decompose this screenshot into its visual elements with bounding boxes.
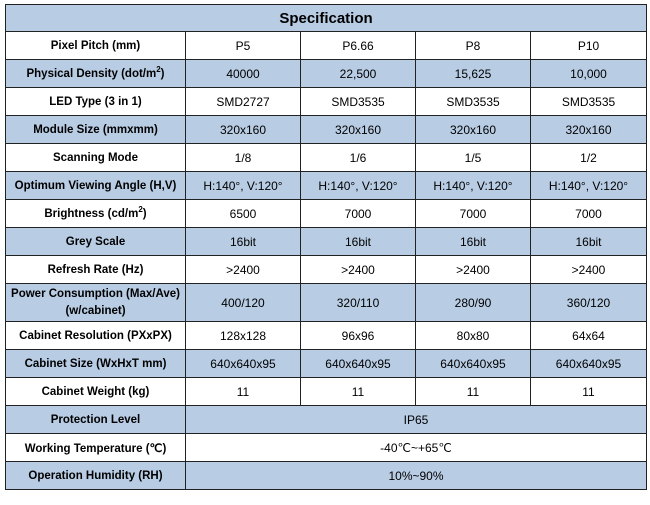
spec-value-cell: 96x96 (301, 322, 416, 350)
spec-value-cell: 128x128 (186, 322, 301, 350)
spec-value-cell: 320x160 (531, 116, 647, 144)
spec-value-cell: 10%~90% (186, 462, 647, 490)
spec-value-cell: -40℃~+65℃ (186, 434, 647, 462)
spec-value-cell: 640x640x95 (416, 350, 531, 378)
spec-value-cell: 11 (301, 378, 416, 406)
table-row (6, 88, 647, 116)
table-row (6, 406, 647, 434)
row-label: Operation Humidity (RH) (6, 462, 186, 490)
spec-value-cell: 400/120 (186, 284, 301, 322)
table-row (6, 228, 647, 256)
spec-value-cell: 7000 (416, 200, 531, 228)
spec-value-cell: 320x160 (301, 116, 416, 144)
spec-value-cell: 1/2 (531, 144, 647, 172)
spec-value-cell: 640x640x95 (301, 350, 416, 378)
table-row (6, 32, 647, 60)
row-label: Power Consumption (Max/Ave) (w/cabinet) (6, 284, 186, 322)
spec-value-cell: P5 (186, 32, 301, 60)
spec-value-cell: >2400 (416, 256, 531, 284)
row-label: Cabinet Weight (kg) (6, 378, 186, 406)
spec-value-cell: SMD3535 (531, 88, 647, 116)
row-label: Scanning Mode (6, 144, 186, 172)
spec-value-cell: H:140°, V:120° (416, 172, 531, 200)
spec-value-cell: 640x640x95 (186, 350, 301, 378)
row-label: Module Size (mmxmm) (6, 116, 186, 144)
spec-value-cell: 320x160 (416, 116, 531, 144)
spec-value-cell: 15,625 (416, 60, 531, 88)
row-label: Working Temperature (℃) (6, 434, 186, 462)
row-label: Pixel Pitch (mm) (6, 32, 186, 60)
row-label: Brightness $(cd/m^2)$ (6, 200, 186, 228)
spec-value-cell: 16bit (301, 228, 416, 256)
spec-value-cell: 6500 (186, 200, 301, 228)
spec-value-cell: SMD3535 (416, 88, 531, 116)
spec-value-cell: >2400 (301, 256, 416, 284)
spec-value-cell: 320/110 (301, 284, 416, 322)
specification-table (5, 4, 647, 490)
table-row (6, 322, 647, 350)
spec-value-cell: 10,000 (531, 60, 647, 88)
table-row (6, 378, 647, 406)
spec-value-cell: H:140°, V:120° (301, 172, 416, 200)
table-row (6, 462, 647, 490)
spec-value-cell: 64x64 (531, 322, 647, 350)
spec-value-cell: P10 (531, 32, 647, 60)
row-label: LED Type (3 in 1) (6, 88, 186, 116)
row-label: Grey Scale (6, 228, 186, 256)
spec-value-cell: H:140°, V:120° (186, 172, 301, 200)
spec-value-cell: P8 (416, 32, 531, 60)
spec-value-cell: 280/90 (416, 284, 531, 322)
spec-value-cell: 1/8 (186, 144, 301, 172)
table-row (6, 60, 647, 88)
row-label: Physical Density $(dot/m^2)$ (6, 60, 186, 88)
table-row (6, 200, 647, 228)
table-row (6, 256, 647, 284)
spec-value-cell: IP65 (186, 406, 647, 434)
row-label: Cabinet Size (WxHxT mm) (6, 350, 186, 378)
spec-value-cell: P6.66 (301, 32, 416, 60)
spec-value-cell: 640x640x95 (531, 350, 647, 378)
spec-value-cell: SMD3535 (301, 88, 416, 116)
row-label: Optimum Viewing Angle (H,V) (6, 172, 186, 200)
superscript: 2 (138, 204, 143, 214)
table-row (6, 144, 647, 172)
table-row (6, 434, 647, 462)
row-label: Protection Level (6, 406, 186, 434)
table-row (6, 172, 647, 200)
spec-value-cell: 11 (186, 378, 301, 406)
spec-value-cell: SMD2727 (186, 88, 301, 116)
spec-value-cell: 80x80 (416, 322, 531, 350)
spec-value-cell: 16bit (186, 228, 301, 256)
spec-value-cell: 11 (416, 378, 531, 406)
table-row (6, 116, 647, 144)
spec-value-cell: 1/5 (416, 144, 531, 172)
spec-value-cell: 16bit (416, 228, 531, 256)
spec-value-cell: >2400 (531, 256, 647, 284)
superscript: 2 (156, 64, 161, 74)
row-label: Cabinet Resolution (PXxPX) (6, 322, 186, 350)
spec-value-cell: 360/120 (531, 284, 647, 322)
spec-value-cell: 16bit (531, 228, 647, 256)
spec-value-cell: 320x160 (186, 116, 301, 144)
spec-value-cell: 1/6 (301, 144, 416, 172)
spec-value-cell: 7000 (301, 200, 416, 228)
spec-value-cell: 11 (531, 378, 647, 406)
spec-value-cell: H:140°, V:120° (531, 172, 647, 200)
spec-value-cell: 7000 (531, 200, 647, 228)
table-row (6, 284, 647, 322)
row-label: Refresh Rate (Hz) (6, 256, 186, 284)
spec-value-cell: 22,500 (301, 60, 416, 88)
spec-value-cell: 40000 (186, 60, 301, 88)
table-row (6, 350, 647, 378)
table-title: Specification (6, 5, 647, 32)
spec-value-cell: >2400 (186, 256, 301, 284)
